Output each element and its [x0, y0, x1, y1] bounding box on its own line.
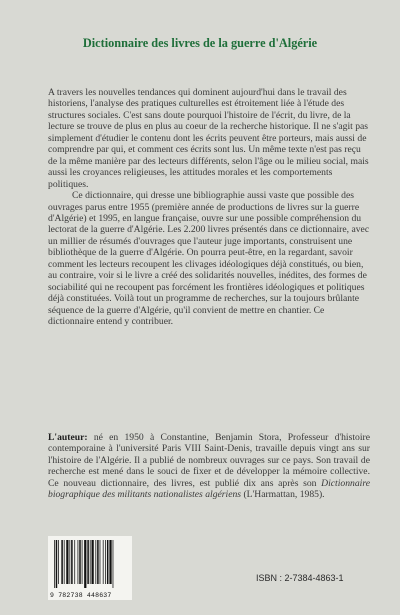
barcode-bar [90, 540, 91, 584]
paragraph-dictionary: Ce dictionnaire, qui dresse une bibliographie aussi vaste que possible des ouvrages parus entre 1955 (première année de productions de livres sur la guerre d'Algérie) et 1995, en langue française, ouvre sur une possible compréhension du lectorat de la guerre d'Algérie. Les 2.200 livres présentés dans ce dictionnaire, avec un millier de résumés d'ouvrages que l'auteur juge importants, construisent une bibliothèque de la guerre d'Algérie. On pourra peut-être, en la regardant, savoir comment les lecteurs recoupent les clivages idéologiques déjà constitués, ou bien, au contraire, voir si le livre a créé des solidarités nouvelles, inédites, des formes de sociabilité qui ne recoupent pas forcément les frontières idéologiques et politiques déjà constituées. Voilà tout un programme de recherches, sur la toujours brûlante séquence de la guerre d'Algérie, qu'il convient de mettre en chantier. Ce dictionnaire entend y contribuer. [48, 190, 370, 328]
barcode-bar [95, 540, 96, 584]
barcode-bar [84, 540, 86, 588]
barcode-digits: 9 782738 448637 [50, 592, 112, 599]
barcode-bar [56, 540, 58, 588]
barcode-bar [97, 540, 99, 584]
barcode-bar [92, 540, 94, 584]
barcode-bar [87, 540, 89, 584]
barcode-bar [64, 540, 65, 584]
barcode-bars [48, 536, 132, 590]
author-label: L'auteur: [48, 432, 88, 443]
book-title: Dictionnaire des livres de la guerre d'Algérie [82, 36, 318, 50]
paragraph-intro: A travers les nouvelles tendances qui dominent aujourd'hui dans le travail des historiens, l'analyse des pratiques culturelles est étroitement liée à l'étude des structures sociales. C'est sans doute pourquoi l'histoire de l'écrit, du livre, de la lecture se trouve de plus en plus au coeur de la recherche historique. Il ne s'agit pas simplement d'étudier le contenu dont les écrits peuvent être porteurs, mais aussi de comprendre par qui, et comment ces écrits sont lus. Un même texte n'est pas reçu de la même manière par des lecteurs différents, selon l'âge ou le milieu social, mais aussi les croyances religieuses, les attitudes morales et les comportements politiques. [48, 87, 369, 190]
isbn-number: ISBN : 2-7384-4863-1 [256, 573, 344, 583]
barcode-bar [78, 540, 79, 584]
description-text [48, 87, 370, 328]
barcode-bar [69, 540, 70, 584]
author-bio-suffix: (L'Harmattan, 1985). [241, 489, 325, 501]
cited-work-title: Dictionnaire biographique des militants nationalistes algériens [48, 477, 370, 501]
barcode-bar [54, 540, 55, 588]
barcode-bar [71, 540, 73, 584]
barcode-bar [105, 540, 106, 584]
author-bio-text: né en 1950 à Constantine, Benjamin Stora, Professeur d'histoire contemporaine à l'université Paris VIII Saint-Denis, travaille depuis vingt ans sur l'histoire de l'Algérie. Il a publié de nombreux ouvrages sur ce pays. Son travail de recherche est mené dans le souci de fixer et de développer la mémoire collective. Ce nouveau dictionnaire, des livres, est publié dix ans après son [48, 432, 370, 489]
barcode-bar [103, 540, 104, 584]
barcode-bar [79, 540, 81, 584]
barcode-bar [58, 540, 59, 584]
barcode-bar [100, 540, 101, 584]
barcode-bar [109, 540, 111, 584]
barcode-bar [107, 540, 109, 584]
barcode-bar [113, 540, 114, 588]
barcode-bar [61, 540, 63, 584]
barcode-bar [66, 540, 68, 584]
barcode-bar [74, 540, 75, 584]
barcode [48, 536, 132, 600]
author-bio [48, 432, 370, 501]
barcode-bar [82, 540, 83, 584]
